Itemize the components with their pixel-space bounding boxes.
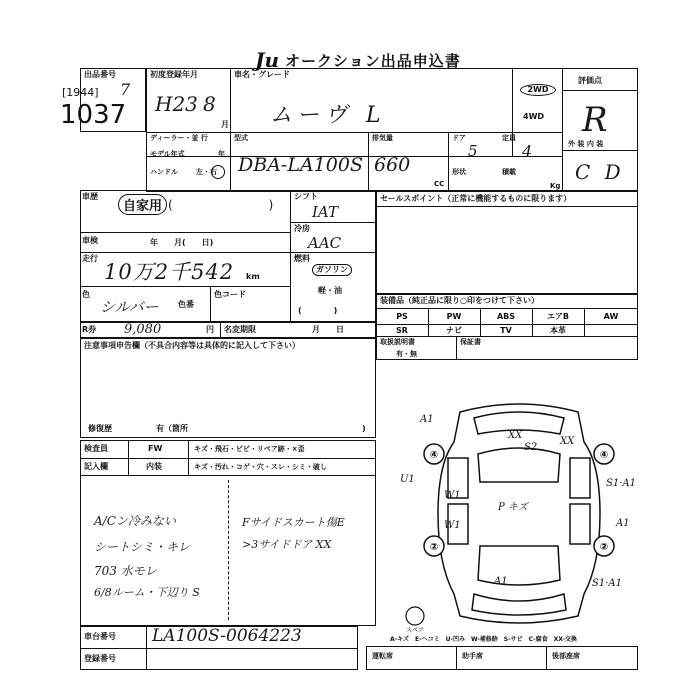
mark-top-left-a1: A1 [420, 414, 434, 425]
model-code-label: 型式 [234, 134, 248, 142]
model-year-label: モデル年式 [150, 150, 185, 158]
vehicle-name: ムーヴ L [270, 103, 387, 128]
warranty-label: 保証書 [460, 338, 481, 346]
repair-label: 修復歴 [88, 424, 112, 433]
seat-driver: 運転席 [372, 652, 393, 660]
fuel-paren: ( ) [298, 306, 338, 315]
displacement-unit: CC [434, 180, 445, 188]
title-change-value: 月 日 [312, 325, 344, 334]
notes-label: 注意事項申告欄（不具合内容等は具体的に記入して下さい） [84, 341, 300, 350]
load-label: 積載 [502, 168, 516, 176]
mark-right-a1: A1 [616, 518, 630, 529]
seat-passenger: 助手席 [462, 652, 483, 660]
model-code: DBA-LA100S [238, 154, 363, 176]
color-value: シルバー [100, 298, 159, 316]
form-title: オークション出品申込書 [285, 52, 461, 70]
lot-suffix: 7 [120, 80, 131, 99]
car-diagram [400, 394, 638, 634]
equip-airbag: エアB [546, 312, 570, 321]
equip-tv: TV [500, 326, 512, 335]
mark-rear-a1: A1 [494, 576, 508, 587]
equip-sr: SR [396, 326, 408, 335]
load-unit: Kg [550, 182, 561, 190]
shift-label: シフト [294, 192, 318, 201]
repair-close: ) [362, 424, 366, 433]
model-year-unit: 年 [218, 150, 225, 158]
equip-ps: PS [396, 312, 408, 321]
mileage-unit: km [246, 272, 260, 281]
doors-value: 5 [468, 142, 478, 160]
lot-number: 1037 [60, 100, 127, 130]
first-reg-year: H23 [155, 92, 198, 116]
ext-int-label: 外 装 内 装 [568, 140, 604, 148]
chassis-label: 車台番号 [84, 632, 116, 641]
wheel-rr-icon: ② [599, 542, 609, 553]
mark-left-w1-b: W1 [444, 520, 461, 531]
inspection-label: 車検 [82, 236, 98, 245]
recycle-value: 9,080 [124, 322, 162, 337]
score-label: 評価点 [578, 76, 602, 85]
wheel-fl-icon: ④ [429, 450, 439, 461]
color-label: 色 [82, 290, 90, 299]
fuel-value: ガソリン [312, 264, 352, 276]
manual-label: 取扱説明書 [380, 338, 415, 346]
mark-right-s1a1: S1·A1 [606, 478, 636, 489]
exterior-codes: キズ・飛石・ビビ・リペア跡・×歪 [194, 445, 305, 453]
history-label: 車歴 [82, 192, 98, 201]
mark-front-xx: XX [508, 430, 523, 441]
registration-label: 登録番号 [84, 654, 116, 663]
aircon-value: AAC [308, 234, 342, 252]
lot-ref: [1944] [62, 86, 99, 99]
month-unit: 月 [221, 120, 229, 129]
first-reg-label: 初度登録年月 [150, 70, 198, 79]
wheel-fr-icon: ④ [599, 450, 609, 461]
equip-aw: AW [603, 312, 619, 321]
inspector-label: 検査員 [84, 444, 108, 453]
inspection-value: 年 月( 日) [150, 238, 214, 247]
color-code-label: 色コード [214, 290, 246, 299]
repair-value: 有（箇所 [156, 424, 188, 433]
svg-text:スペア: スペア [405, 627, 425, 634]
shift-value: IAT [312, 203, 338, 221]
note-left-1: A/Cン冷みない [94, 514, 176, 528]
doors-label: ドア [452, 134, 466, 142]
fuel-alt: 軽・油 [318, 286, 342, 295]
equip-navi: ナビ [446, 326, 462, 335]
equip-abs: ABS [496, 312, 516, 321]
note-right-2: >3サイドドア XX [242, 538, 332, 551]
handle-label: ハンドル [150, 168, 178, 176]
notes-box [80, 338, 376, 438]
history-paren: ( ) [168, 198, 274, 212]
mark-left-w1-a: W1 [444, 490, 461, 501]
lot-number-label: 出品番号 [84, 70, 116, 79]
equip-pw: PW [446, 312, 462, 321]
mark-roof-p: P キズ [498, 502, 528, 513]
equip-leather: 本革 [550, 326, 566, 335]
aircon-label: 冷房 [294, 224, 310, 233]
mileage-label: 走行 [82, 254, 98, 263]
drive-2wd: 2WD [520, 84, 556, 96]
title-change-label: 名変期限 [224, 325, 256, 334]
manual-value: 有・無 [396, 350, 417, 358]
seat-legend-box [366, 646, 638, 670]
note-left-2: シートシミ・キレ [94, 540, 190, 554]
score-value: R [582, 100, 608, 140]
fuel-label: 燃料 [294, 254, 310, 263]
damage-legend: A-キズ E-ヘコミ U-凹み W-補修跡 S-サビ C-腐食 XX-交換 [390, 636, 577, 643]
displacement-value: 660 [374, 154, 411, 176]
recycle-label: R券 [82, 325, 97, 334]
capacity-label: 定員 [502, 134, 516, 142]
drive-4wd: 4WD [523, 112, 545, 121]
mileage-value: 10万2千542 [104, 260, 235, 284]
interior-label: 内装 [146, 462, 162, 471]
fw-label: FW [148, 444, 163, 453]
shape-label: 形状 [452, 168, 466, 176]
writer-label: 記入欄 [84, 462, 108, 471]
handle-value: 左・右 [196, 168, 217, 176]
capacity-value: 4 [522, 142, 533, 161]
note-left-3: 703 水モレ [94, 564, 157, 578]
vehicle-name-label: 車名・グレード [234, 70, 290, 79]
spare-icon [406, 607, 424, 634]
ext-int-value: C D [575, 160, 625, 184]
chassis-value: LA100S-0064223 [152, 626, 302, 646]
displacement-label: 排気量 [372, 134, 393, 142]
seat-rear: 後部座席 [552, 652, 580, 660]
mark-left-u1: U1 [400, 474, 415, 485]
history-value: 自家用 [118, 194, 167, 215]
mark-front-s2: S2 [524, 442, 538, 453]
first-reg-month: 8 [203, 92, 216, 116]
dealer-label: ディーラー・並 行 [150, 134, 208, 142]
wheel-rl-icon: ② [429, 542, 439, 553]
recycle-unit: 円 [206, 325, 214, 334]
mark-front-right-xx: XX [560, 436, 575, 447]
mark-rear-right-s1a1: S1·A1 [592, 578, 622, 589]
handle-selected-mark [211, 165, 225, 179]
interior-codes: キズ・汚れ・コゲ・穴・スレ・シミ・破し [194, 463, 327, 471]
sales-point-label: セールスポイント（正常に機能するものに限ります） [380, 194, 572, 203]
note-left-4: 6/8ルーム・下辺り S [94, 586, 200, 599]
note-right-1: Fサイドスカート傷E [242, 516, 345, 529]
equipment-label: 装備品（純正品に限り○印をつけて下さい） [380, 296, 539, 305]
color-no-label: 色番 [178, 300, 194, 309]
auction-logo: Ju [255, 48, 280, 72]
